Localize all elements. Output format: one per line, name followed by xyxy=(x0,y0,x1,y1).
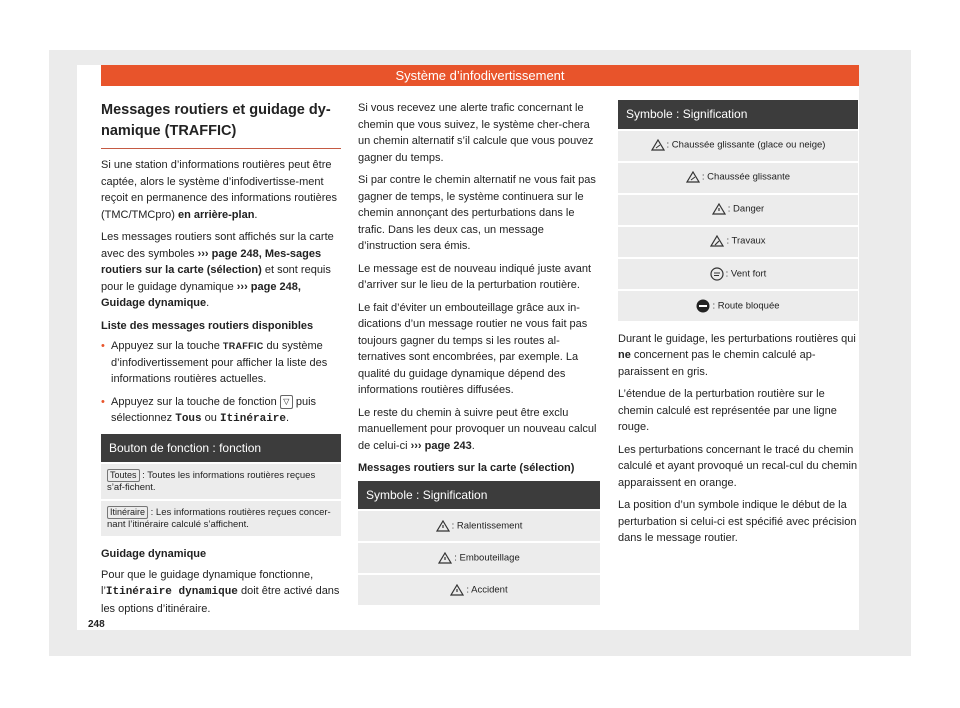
bullet-item: • Appuyez sur la touche TRAFFIC du système d’infodivertissement pour afficher la liste des informations routières actuelles. xyxy=(101,338,341,388)
function-key: Itinéraire xyxy=(107,506,148,519)
paragraph: Le message est de nouveau indiqué juste avant d’arriver sur le lieu de la perturbation routière. xyxy=(358,262,591,291)
table-row: : Danger xyxy=(618,194,858,226)
function-table xyxy=(101,434,341,537)
bullet-item: • Appuyez sur la touche de fonction ▽ puis sélectionnez Tous ou Itinéraire. xyxy=(101,394,341,428)
table-header: Bouton de fonction : fonction xyxy=(101,434,341,464)
column-right xyxy=(618,100,858,553)
symbol-table xyxy=(358,481,600,606)
table-header: Symbole : Signification xyxy=(618,100,858,130)
page-reference-link[interactable]: ››› page 248, Guidage dynamique xyxy=(101,280,301,309)
subheading: Messages routiers sur la carte (sélection) xyxy=(358,462,575,474)
warning-triangle-icon xyxy=(686,171,700,183)
paragraph: Durant le guidage, les perturbations routières qui ne concernent pas le chemin calculé ap-paraissent en gris. xyxy=(618,332,856,378)
table-row: : Chaussée glissante (glace ou neige) xyxy=(618,130,858,162)
paragraph: La position d’un symbole indique le début de la perturbation si celui-ci est spécifié avec précision dans le message routier. xyxy=(618,499,857,544)
paragraph: Le fait d’éviter un embouteillage grâce aux in-dications d’un message routier ne vous fait pas toujours gagner du temps si les routes al-ternatives sont encombrées, par exemple. La qualité du guidage dynamique dépend des informations routières diffusées. xyxy=(358,301,588,396)
table-row: : Vent fort xyxy=(618,258,858,290)
chapter-header: Système d’infodivertissement xyxy=(101,65,859,86)
warning-triangle-icon xyxy=(438,552,452,564)
subheading: Liste des messages routiers disponibles xyxy=(101,319,314,332)
no-entry-icon xyxy=(696,299,710,313)
paragraph: Si une station d’informations routières peut être captée, alors le système d’infodivertisse-ment reçoit en permanence des informations routières (TMC/TMCpro) en arrière-plan. xyxy=(101,159,338,221)
page-reference-link[interactable]: ››› page 248, Mes-sages routiers sur la carte (sélection) xyxy=(101,247,322,276)
subheading: Guidage dynamique xyxy=(101,548,207,560)
function-key: Toutes xyxy=(107,469,140,482)
table-row: : Accident xyxy=(358,574,600,605)
table-row: : Chaussée glissante xyxy=(618,162,858,194)
column-left xyxy=(101,100,341,623)
paragraph: L’étendue de la perturbation routière sur le chemin calculé est représentée par une ligne rouge. xyxy=(618,388,837,433)
paragraph: Les perturbations concernant le tracé du chemin calculé et ayant provoqué un recal-cul du chemin apparaissent en orange. xyxy=(618,443,858,489)
page-number: 248 xyxy=(88,619,105,630)
paragraph: Si vous recevez une alerte trafic concernant le chemin que vous suivez, le système cher-chera un chemin alternatif s’il calcule que vous pouvez gagner du temps. xyxy=(358,102,594,164)
warning-triangle-icon xyxy=(651,139,665,151)
section-title: Messages routiers et guidage dy-namique (TRAFFIC) xyxy=(101,100,341,149)
paragraph: Pour que le guidage dynamique fonctionne, l’Itinéraire dynamique doit être activé dans les options d’itinéraire. xyxy=(101,568,340,615)
table-row: : Embouteillage xyxy=(358,542,600,574)
table-row: : Route bloquée xyxy=(618,290,858,321)
column-middle xyxy=(358,100,600,615)
table-row: : Ralentissement xyxy=(358,510,600,542)
table-row: Itinéraire : Les informations routières reçues concer-nant l’itinéraire calculé s’affichent. xyxy=(101,500,341,536)
table-header: Symbole : Signification xyxy=(358,481,600,511)
warning-triangle-icon xyxy=(712,203,726,215)
chevron-down-icon: ▽ xyxy=(280,395,293,409)
wind-circle-icon xyxy=(710,267,724,281)
page-reference-link[interactable]: ››› page 243 xyxy=(410,439,472,452)
warning-triangle-icon xyxy=(436,520,450,532)
paragraph: Si par contre le chemin alternatif ne vous fait pas gagner de temps, le système continuera sur le chemin annonçant des perturbations dans le trafic. Dans les deux cas, un message d’instruction sera émis. xyxy=(358,174,596,252)
paragraph: Les messages routiers sont affichés sur la carte avec des symboles ››› page 248, Mes-sages routiers sur la carte (sélection) et sont requis pour le guidage dynamique ››› page 248, Guidage dynamique. xyxy=(101,231,334,309)
table-row: Toutes : Toutes les informations routières reçues s’af-fichent. xyxy=(101,463,341,500)
warning-triangle-icon xyxy=(450,584,464,596)
table-row: : Travaux xyxy=(618,226,858,258)
symbol-table xyxy=(618,100,858,321)
traffic-key-icon: TRAFFIC xyxy=(222,341,264,351)
warning-triangle-icon xyxy=(710,235,724,247)
paragraph: Le reste du chemin à suivre peut être exclu manuellement pour provoquer un nouveau calcul de celui-ci ››› page 243. xyxy=(358,406,597,452)
